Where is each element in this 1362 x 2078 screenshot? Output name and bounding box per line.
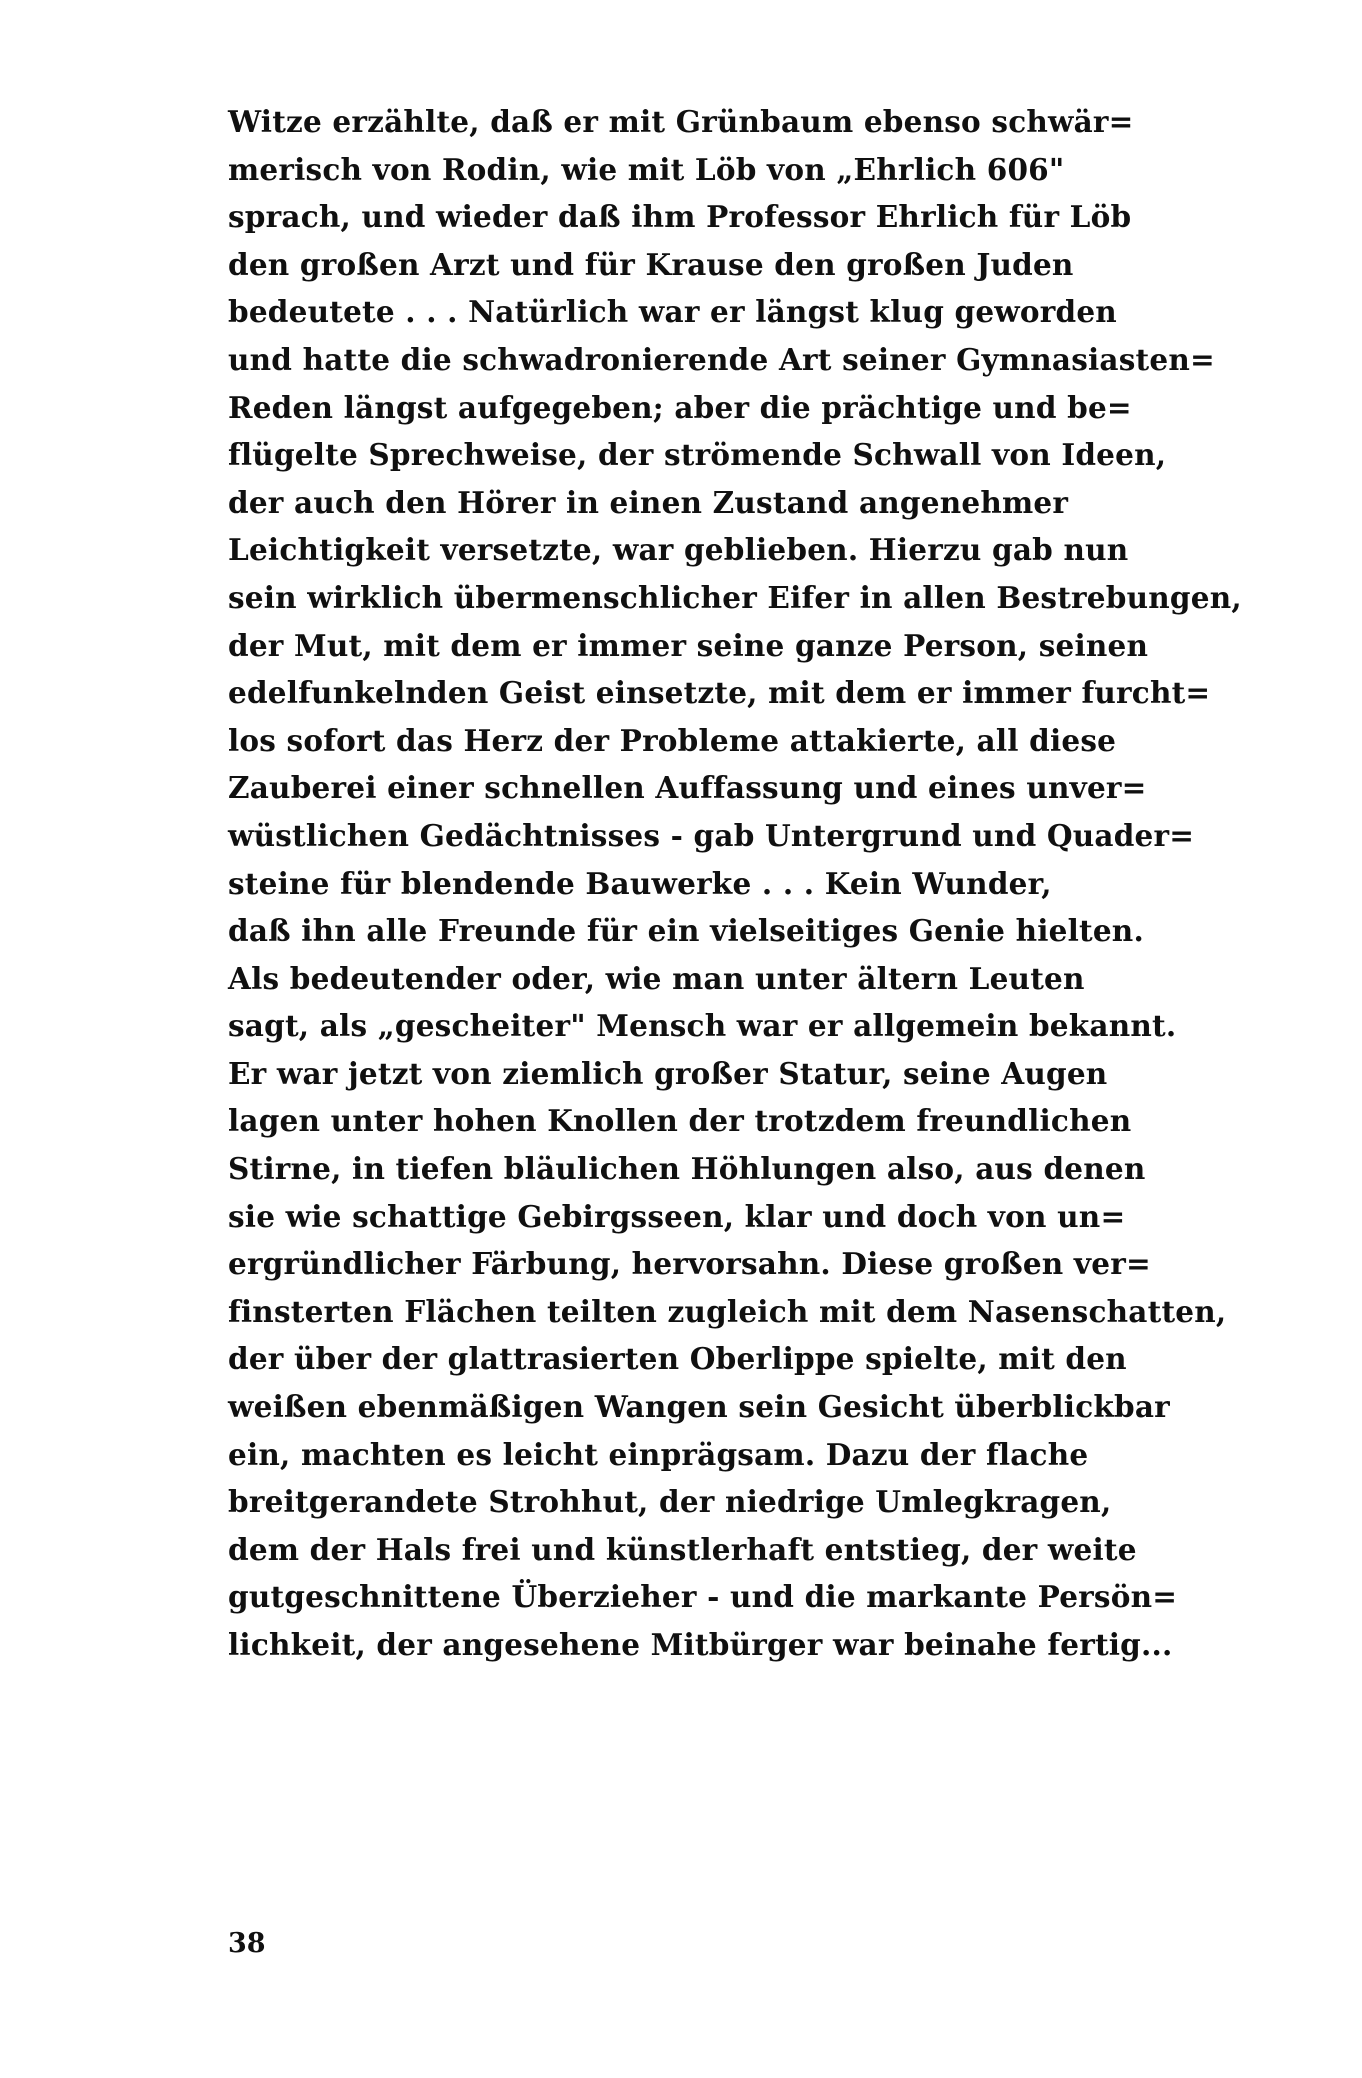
text-line: gutgeschnittene Überzieher - und die markante Persön= [228,1579,1178,1615]
text-line: steine für blendende Bauwerke . . . Kein Wunder, [228,865,1052,901]
text-line: den großen Arzt und für Krause den großen Juden [228,246,1074,282]
text-line: breitgerandete Strohhut, der niedrige Umlegkragen, [228,1484,1112,1520]
body-text [228,98,1242,1669]
text-line: sprach, und wieder daß ihm Professor Ehrlich für Löb [228,199,1132,235]
text-line: Er war jetzt von ziemlich großer Statur, seine Augen [228,1055,1108,1091]
text-line: sein wirklich übermenschlicher Eifer in allen Bestrebungen, [228,579,1242,615]
text-line: flügelte Sprechweise, der strömende Schwall von Ideen, [228,437,1167,473]
text-line: und hatte die schwadronierende Art seiner Gymnasiasten= [228,341,1215,377]
text-line: edelfunkelnden Geist einsetzte, mit dem er immer furcht= [228,675,1211,711]
text-line: weißen ebenmäßigen Wangen sein Gesicht überblickbar [228,1389,1170,1425]
text-line: sagt, als „gescheiter" Mensch war er allgemein bekannt. [228,1008,1177,1044]
text-line: dem der Hals frei und künstlerhaft entstieg, der weite [228,1531,1137,1567]
text-line: Reden längst aufgegeben; aber die prächtige und be= [228,389,1132,425]
text-line: daß ihn alle Freunde für ein vielseitiges Genie hielten. [228,913,1144,949]
text-line: Leichtigkeit versetzte, war geblieben. Hierzu gab nun [228,532,1129,568]
text-line: ein, machten es leicht einprägsam. Dazu der flache [228,1436,1089,1472]
text-line: lagen unter hohen Knollen der trotzdem freundlichen [228,1103,1132,1139]
text-line: bedeutete . . . Natürlich war er längst klug geworden [228,294,1117,330]
text-line: finsterten Flächen teilten zugleich mit dem Nasenschatten, [228,1293,1227,1329]
text-line: los sofort das Herz der Probleme attakierte, all diese [228,722,1117,758]
text-line: Zauberei einer schnellen Auffassung und eines unver= [228,770,1147,806]
text-line: der Mut, mit dem er immer seine ganze Person, seinen [228,627,1149,663]
text-line: Stirne, in tiefen bläulichen Höhlungen also, aus denen [228,1151,1146,1187]
text-line: wüstlichen Gedächtnisses - gab Untergrund und Quader= [228,817,1195,853]
text-line: merisch von Rodin, wie mit Löb von „Ehrlich 606" [228,151,1065,187]
page-number: 38 [228,1928,266,1959]
text-line: der auch den Hörer in einen Zustand angenehmer [228,484,1069,520]
text-line: lichkeit, der angesehene Mitbürger war beinahe fertig... [228,1627,1173,1662]
text-line: ergründlicher Färbung, hervorsahn. Diese großen ver= [228,1246,1151,1282]
text-line: Witze erzählte, daß er mit Grünbaum ebenso schwär= [228,104,1134,139]
text-line: sie wie schattige Gebirgsseen, klar und doch von un= [228,1198,1126,1234]
text-line: der über der glattrasierten Oberlippe spielte, mit den [228,1341,1127,1377]
text-line: Als bedeutender oder, wie man unter ältern Leuten [228,960,1085,996]
